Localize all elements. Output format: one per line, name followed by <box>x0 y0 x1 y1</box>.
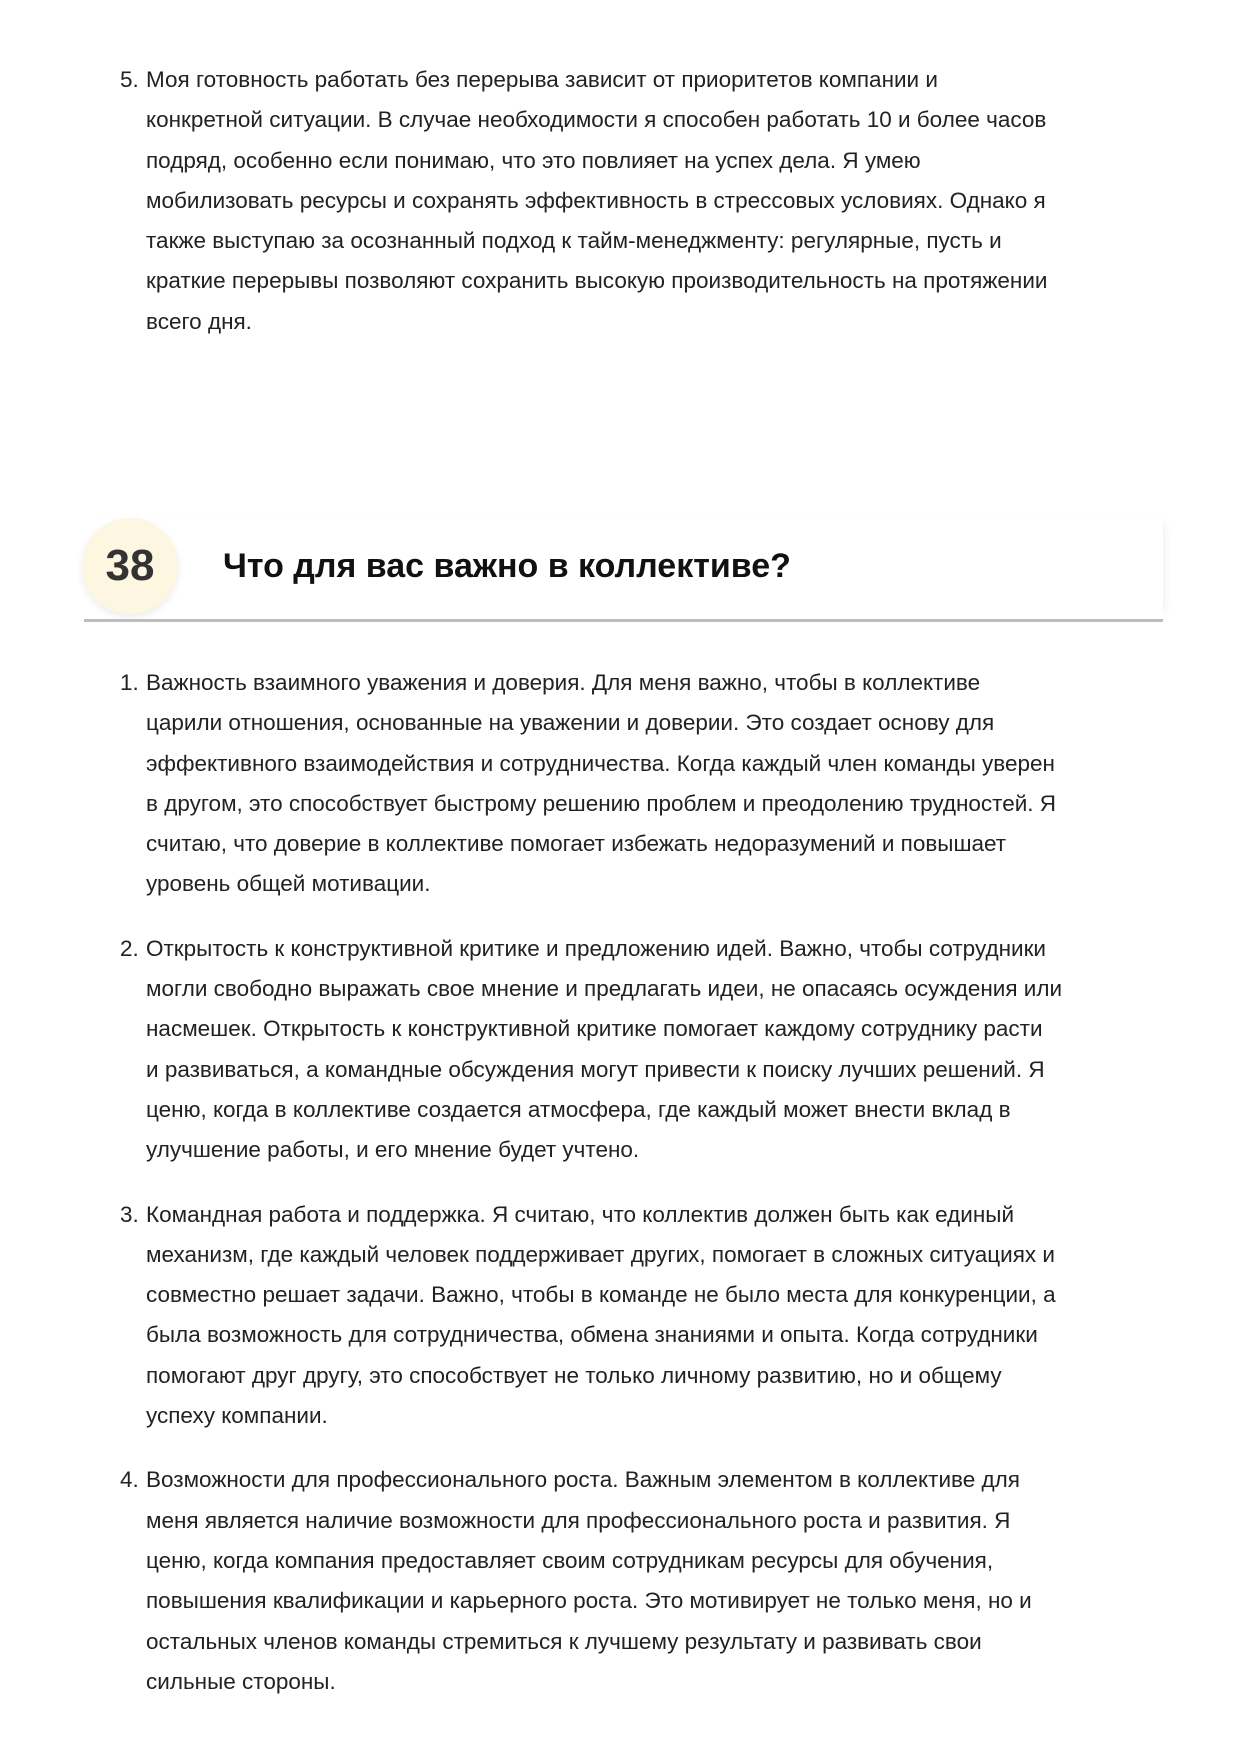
question-title: Что для вас важно в коллективе? <box>223 547 791 585</box>
list-item-text-line: ценю, когда в коллективе создается атмосфера, где каждый может внести вклад в <box>146 1096 1011 1122</box>
header-divider <box>84 619 1163 622</box>
list-item-number: 4. <box>120 1467 139 1493</box>
list-item-text-line: механизм, где каждый человек поддерживает других, помогает в сложных ситуациях и <box>146 1241 1055 1267</box>
list-item <box>0 60 1239 342</box>
list-item-text-line: была возможность для сотрудничества, обмена знаниями и опыта. Когда сотрудники <box>146 1322 1038 1348</box>
list-item-text-line: царили отношения, основанные на уважении и доверии. Это создает основу для <box>146 710 995 736</box>
list-item-text-line: сильные стороны. <box>146 1668 336 1694</box>
list-item-text-line: повышения квалификации и карьерного роста. Это мотивирует не только меня, но и <box>146 1588 1032 1614</box>
list-item-text-line: могли свободно выражать свое мнение и предлагать идеи, не опасаясь осуждения или <box>146 976 1063 1002</box>
list-item <box>0 1460 1239 1702</box>
list-item-text-line: остальных членов команды стремиться к лучшему результату и развивать свои <box>146 1628 982 1654</box>
list-item-text-line: эффективного взаимодействия и сотрудничества. Когда каждый член команды уверен <box>146 750 1055 776</box>
previous-answer-list <box>0 60 1239 366</box>
list-item-number: 3. <box>120 1201 139 1227</box>
list-item-text-line: и развиваться, а командные обсуждения могут привести к поиску лучших решений. Я <box>146 1056 1045 1082</box>
list-item-text-line: помогают друг другу, это способствует не только личному развитию, но и общему <box>146 1362 1002 1388</box>
list-item-text-line: меня является наличие возможности для профессионального роста и развития. Я <box>146 1507 1011 1533</box>
list-item-number: 2. <box>120 935 139 961</box>
list-item-text-line: в другом, это способствует быстрому решению проблем и преодолению трудностей. Я <box>146 790 1057 816</box>
list-item <box>0 929 1239 1171</box>
list-item-text-line: насмешек. Открытость к конструктивной критике помогает каждому сотруднику расти <box>146 1016 1043 1042</box>
list-item-text-line: Важность взаимного уважения и доверия. Для меня важно, чтобы в коллективе <box>146 670 981 695</box>
list-item <box>0 663 1239 905</box>
list-item-text-line: мобилизовать ресурсы и сохранять эффективность в стрессовых условиях. Однако я <box>146 187 1046 213</box>
list-item-text-line: уровень общей мотивации. <box>146 871 431 897</box>
list-item-text-line: совместно решает задачи. Важно, чтобы в команде не было места для конкуренции, а <box>146 1282 1056 1308</box>
list-item-text-line: считаю, что доверие в коллективе помогает избежать недоразумений и повышает <box>146 831 1007 857</box>
list-item-text-line: конкретной ситуации. В случае необходимости я способен работать 10 и более часов <box>146 107 1047 133</box>
list-item-text-line: Возможности для профессионального роста. Важным элементом в коллективе для <box>146 1467 1020 1493</box>
list-item-text-line: Открытость к конструктивной критике и предложению идей. Важно, чтобы сотрудники <box>146 935 1046 961</box>
list-item-text-line: Командная работа и поддержка. Я считаю, что коллектив должен быть как единый <box>146 1201 1015 1227</box>
list-item-number: 5. <box>120 67 139 92</box>
list-item-text-line: улучшение работы, и его мнение будет учтено. <box>146 1137 640 1163</box>
answer-list <box>0 663 1239 1726</box>
list-item-text-line: также выступаю за осознанный подход к тайм-менеджменту: регулярные, пусть и <box>146 228 1002 254</box>
list-item-text-line: всего дня. <box>146 308 252 334</box>
list-item-text-line: подряд, особенно если понимаю, что это повлияет на успех дела. Я умею <box>146 147 921 173</box>
list-item-text-line: ценю, когда компания предоставляет своим сотрудникам ресурсы для обучения, <box>146 1547 994 1573</box>
list-item-text-line: успеху компании. <box>146 1403 328 1429</box>
question-number-badge: 38 <box>82 518 178 614</box>
list-item-text-line: Моя готовность работать без перерыва зависит от приоритетов компании и <box>146 67 938 92</box>
list-item-number: 1. <box>120 670 139 695</box>
list-item-text-line: краткие перерывы позволяют сохранить высокую производительность на протяжении <box>146 268 1048 294</box>
list-item <box>0 1195 1239 1437</box>
